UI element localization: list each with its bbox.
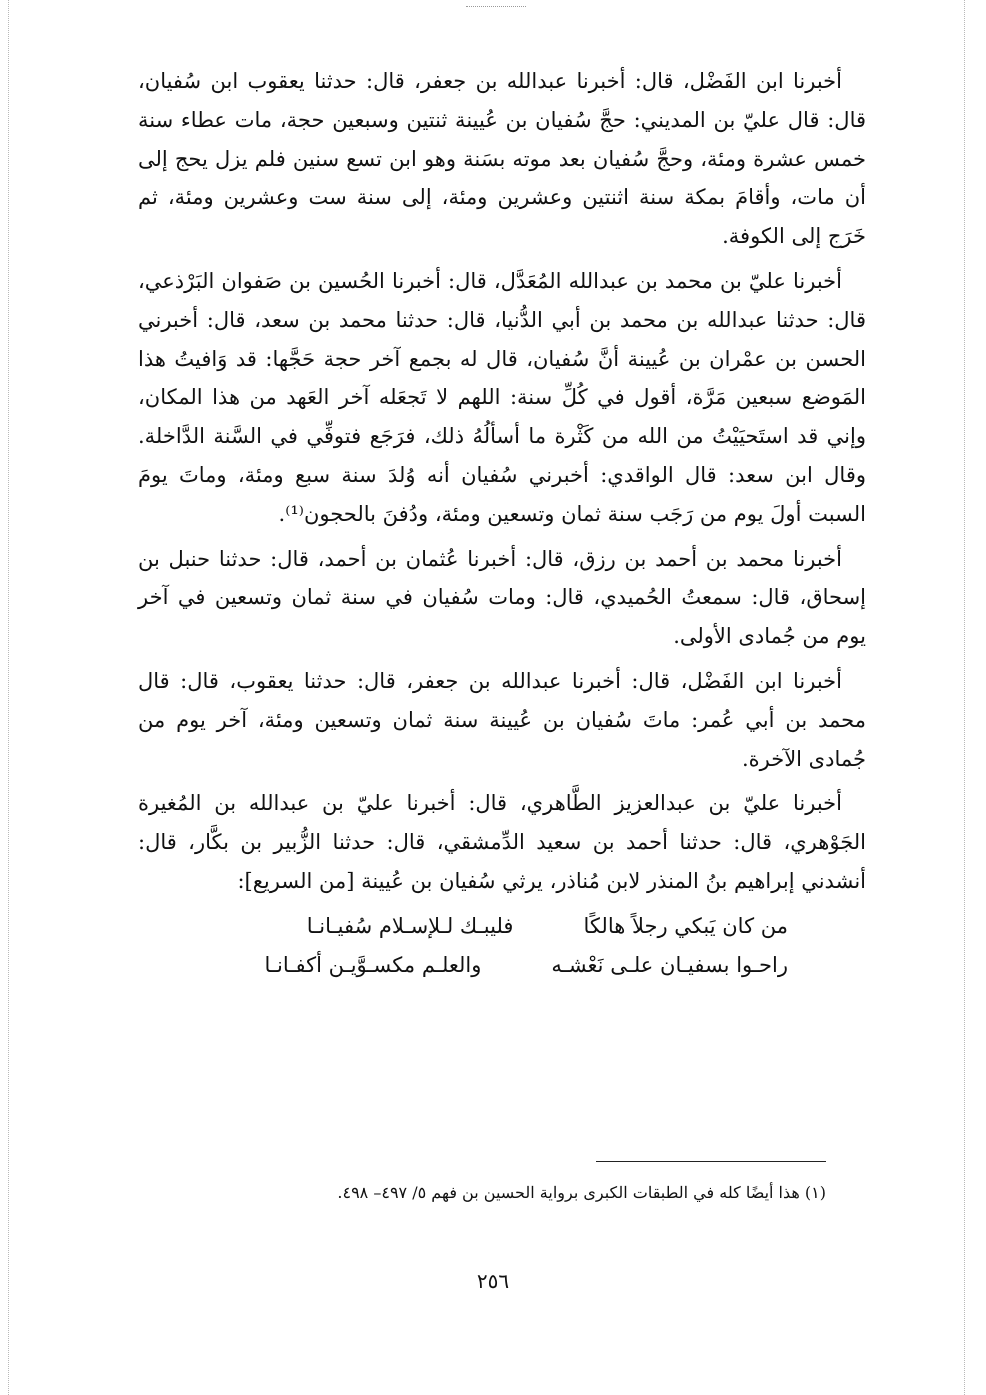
verse-line-1 [138,907,866,946]
verse-2-second-hemistich: والعلـم مكسـوَّيـن أكفـانـا [264,952,482,977]
paragraph-1: أخبرنا ابن الفَضْل، قال: أخبرنا عبدالله بن جعفر، قال: حدثنا يعقوب ابن سُفيان، قال: قال عليّ بن المديني: حجَّ سُفيان بن عُيينة ثنتين وسبعين حجة، مات عطاء سنة خمس عشرة ومئة، وحجَّ سُفيان بعد موته بسَنة وهو ابن تسع سنين فلم يزل يحج إلى أن مات، وأقامَ بمكة سنة اثنتين وعشرين ومئة، إلى سنة ست وعشرين ومئة، ثم خَرَج إلى الكوفة. [138,69,866,249]
page-number: ٢٥٦ [476,1269,510,1293]
paragraph-3: أخبرنا محمد بن أحمد بن رزق، قال: أخبرنا عُثمان بن أحمد، قال: حدثنا حنبل بن إسحاق، قال: سمعتُ الحُميدي، قال: ومات سُفيان في سنة ثمان وتسعين في آخر يوم من جُمادى الأولى. [138,546,866,649]
verse-line-2 [138,946,866,985]
scan-edge-right [964,0,965,1395]
verse-2-first-hemistich: راحـوا بسفيـان علـى نَعْشـه [551,952,788,977]
scan-edge-left [8,0,9,1395]
paragraph-2: أخبرنا عليّ بن محمد بن عبدالله المُعَدَّل، قال: أخبرنا الحُسين بن صَفوان البَرْذعي، قال: حدثنا عبدالله بن محمد بن أبي الدُّنيا، قال: حدثنا محمد بن سعد، قال: أخبرني الحسن بن عمْران بن عُيينة أنَّ سُفيان، قال له بجمع آخر حجة حَجَّها: قد وَافيتُ هذا المَوضع سبعين مَرَّة، أقول في كُلِّ سنة: اللهم لا تَجعَله آخر العَهد من هذا المكان، وإني قد استَحيَيْتُ من الله من كَثْرة ما أسألُهُ ذلك، فرَجَع فتوفِّي في السَّنة الدَّاخلة. وقال ابن سعد: قال الواقدي: أخبرني سُفيان أنه وُلدَ سنة سبع ومئة، وماتَ يومَ السبت أولَ يوم من رَجَب سنة ثمان وتسعين ومئة، ودُفنَ بالحجون⁽¹⁾. [138,268,866,526]
verse-1-first-hemistich: من كان يَبكي رجلاً هالكًا [583,913,788,938]
verse-1-second-hemistich: فليبـك لـلإسـلام سُفيـانـا [306,913,514,938]
scan-top-mark [466,6,526,7]
poem [138,907,866,985]
footnote: (١) هذا أيضًا كله في الطبقات الكبرى برواية الحسين بن فهم ٥/ ٤٩٧– ٤٩٨. [337,1183,826,1202]
paragraph-5: أخبرنا عليّ بن عبدالعزيز الطَّاهري، قال: أخبرنا عليّ بن عبدالله بن المُغيرة الجَوْهري، قال: حدثنا أحمد بن سعيد الدِّمشقي، قال: حدثنا الزُّبير بن بكَّار، قال: أنشدني إبراهيم بنُ المنذر لابن مُناذر، يرثي سُفيان بن عُيينة [من السريع]: [138,791,866,893]
main-text [138,62,866,984]
footnote-separator [596,1161,826,1162]
paragraph-4: أخبرنا ابن الفَضْل، قال: أخبرنا عبدالله بن جعفر، قال: حدثنا يعقوب، قال: قال محمد بن أبي عُمر: ماتَ سُفيان بن عُيينة سنة ثمان وتسعين ومئة، آخر يوم من جُمادى الآخرة. [138,668,866,771]
